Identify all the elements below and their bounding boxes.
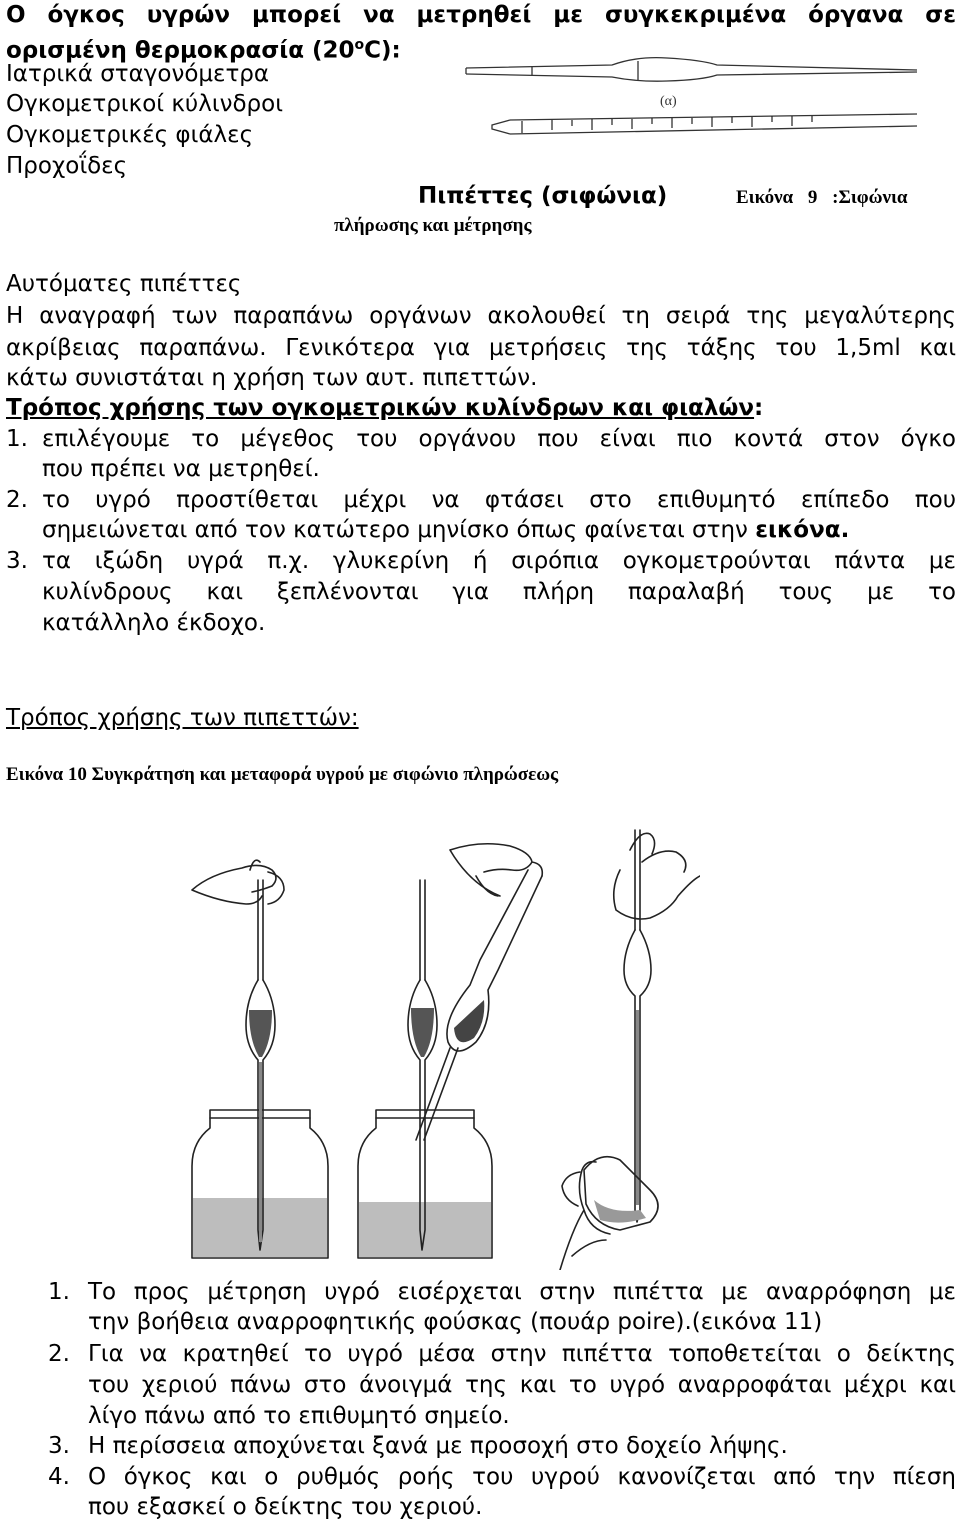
heading-line-2-unit: C):	[364, 37, 401, 64]
pipette-step-2-line: λίγο πάνω από το επιθυμητό σημείο.	[88, 1403, 510, 1429]
pipette-2	[408, 880, 437, 1250]
cylinders-section-title	[6, 393, 763, 423]
receiving-beaker	[584, 1157, 658, 1230]
graduated-pipette	[492, 114, 917, 134]
figure-10-caption: Εικόνα 10 Συγκράτηση και μεταφορά υγρού με σιφώνιο πληρώσεως	[6, 764, 559, 785]
precision-text-line: Η αναγραφή των παραπάνω οργάνων ακολουθεί τη σειρά της μεγαλύτερης	[6, 303, 956, 329]
pipette-step-4-line: Ο όγκος και ο ρυθμός ροής του υγρού κανονίζεται από την πίεση	[88, 1464, 956, 1490]
pipette-step-2-line: Για να κρατηθεί το υγρό μέσα στην πιπέττα τοποθετείται ο δείκτης	[88, 1341, 956, 1367]
step-number: 4.	[48, 1464, 70, 1490]
step-number: 1.	[48, 1279, 70, 1305]
pipette-step-2-line: του χεριού πάνω στο άνοιγμά της και το υγρό αναρροφάται μέχρι και	[88, 1372, 956, 1398]
heading-line-2-text: ορισμένη θερμοκρασία (20	[6, 37, 355, 64]
pipette-step-3-line: Η περίσσεια αποχύνεται ξανά με προσοχή στο δοχείο λήψης.	[88, 1433, 788, 1459]
cylinder-step-3-line-3: κατάλληλο έκδοχο.	[42, 610, 266, 636]
pipette-1	[246, 880, 275, 1250]
step-number: 1.	[6, 426, 28, 452]
pipette-step-1-line: Το προς μέτρηση υγρό εισέρχεται στην πιπέττα με αναρρόφηση με	[88, 1279, 956, 1305]
step-number: 3.	[48, 1433, 70, 1459]
instrument-item: Ογκομετρικοί κύλινδροι	[6, 91, 283, 117]
precision-text-line: κάτω συνιστάται η χρήση των αυτ. πιπεττών.	[6, 365, 538, 391]
degree-superscript: ο	[354, 37, 365, 53]
cylinder-step-2-line-2	[42, 515, 849, 545]
pipette-step-4-line: που εξασκεί ο δείκτης του χεριού.	[88, 1494, 483, 1520]
pipettes-label: Πιπέττες (σιφώνια)	[418, 183, 668, 209]
heading-line-1: Ο όγκος υγρών μπορεί να μετρηθεί με συγκεκριμένα όργανα σε	[6, 2, 956, 28]
figure-10-illustration	[180, 810, 700, 1270]
pipette-4	[624, 830, 651, 1222]
cylinder-step-2-text: σημειώνεται από τον κατώτερο μηνίσκο όπως φαίνεται στην	[42, 517, 756, 543]
instrument-item: Προχοΐδες	[6, 153, 128, 179]
figure-label-a: (α)	[660, 94, 677, 109]
step-number: 2.	[6, 487, 28, 513]
instrument-item: Ιατρικά σταγονόμετρα	[6, 61, 270, 87]
figure-9-caption-cont: πλήρωσης και μέτρησης	[334, 215, 532, 236]
hand-3	[614, 833, 700, 919]
figure-9-caption: Εικόνα 9 :Σιφώνια	[736, 187, 908, 208]
pipette-step-1-line: την βοήθεια αναρροφητικής φούσκας (πουάρ poire).(εικόνα 11)	[88, 1309, 823, 1335]
hand-1	[192, 860, 284, 904]
cylinders-title-colon: :	[754, 395, 764, 421]
step-number: 2.	[48, 1341, 70, 1367]
cylinders-title-text: Τρόπος χρήσης των ογκομετρικών κυλίνδρων και φιαλών	[6, 395, 755, 421]
cylinder-step-3-line-1: τα ιξώδη υγρά π.χ. γλυκερίνη ή σιρόπια ογκομετρούνται πάντα με	[42, 548, 956, 574]
cylinder-step-1-line-2: που πρέπει να μετρηθεί.	[42, 456, 320, 482]
volumetric-pipette	[466, 58, 917, 82]
step-number: 3.	[6, 548, 28, 574]
precision-text-line: ακρίβειας παραπάνω. Γενικότερα για μετρήσεις της τάξης του 1,5ml και	[6, 335, 956, 361]
figure-reference: εικόνα.	[755, 517, 850, 543]
cylinder-step-3-line-2: κυλίνδρους και ξεπλένονται για πλήρη παραλαβή τους με το	[42, 579, 956, 605]
instrument-item: Ογκομετρικές φιάλες	[6, 122, 254, 148]
cylinder-step-1-line-1: επιλέγουμε το μέγεθος του οργάνου που είναι πιο κοντά στον όγκο	[42, 426, 956, 452]
auto-pipettes: Αυτόματες πιπέττες	[6, 271, 242, 297]
figure-9-pipettes-illustration	[462, 52, 922, 152]
cylinder-step-2-line-1: το υγρό προστίθεται μέχρι να φτάσει στο επιθυμητό επίπεδο που	[42, 487, 956, 513]
pipettes-section-title: Τρόπος χρήσης των πιπεττών:	[6, 705, 359, 731]
